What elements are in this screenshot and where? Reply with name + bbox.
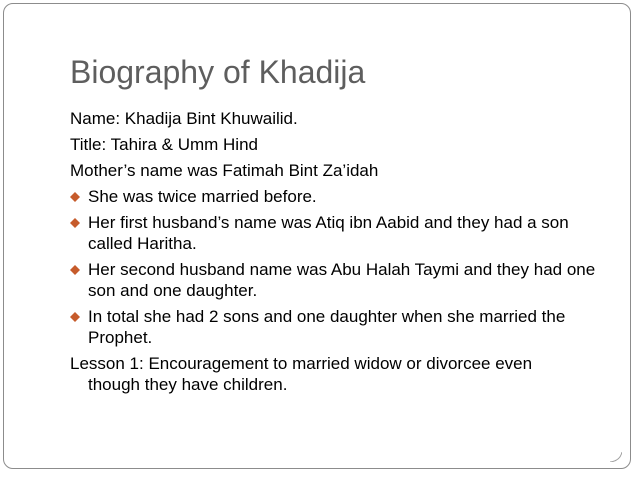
list-item [70,186,610,207]
bullet-text: Her second husband name was Abu Halah Taymi and they had one son and one daughter. [88,260,596,300]
name-line: Name: Khadija Bint Khuwailid. [70,109,298,128]
slide-title: Biography of Khadija [70,54,366,90]
list-item [70,259,610,301]
diamond-bullet-icon [70,306,82,327]
diamond-bullet-icon [70,259,82,280]
diamond-bullet-icon [70,212,82,233]
list-item [70,212,610,254]
title-line: Title: Tahira & Umm Hind [70,135,258,154]
slide-body [70,108,610,395]
diamond-bullet-icon [70,186,82,207]
page-corner-icon [610,452,622,462]
bullet-text: Her first husband’s name was Atiq ibn Aabid and they had a son called Haritha. [88,213,569,253]
bullet-text: She was twice married before. [88,187,317,206]
mother-line: Mother’s name was Fatimah Bint Za’idah [70,161,379,180]
lesson-text: Lesson 1: Encouragement to married widow or divorcee even though they have children. [70,354,533,394]
bullet-text: In total she had 2 sons and one daughter when she married the Prophet. [88,307,566,347]
list-item [70,306,610,348]
bullet-list [70,186,610,348]
